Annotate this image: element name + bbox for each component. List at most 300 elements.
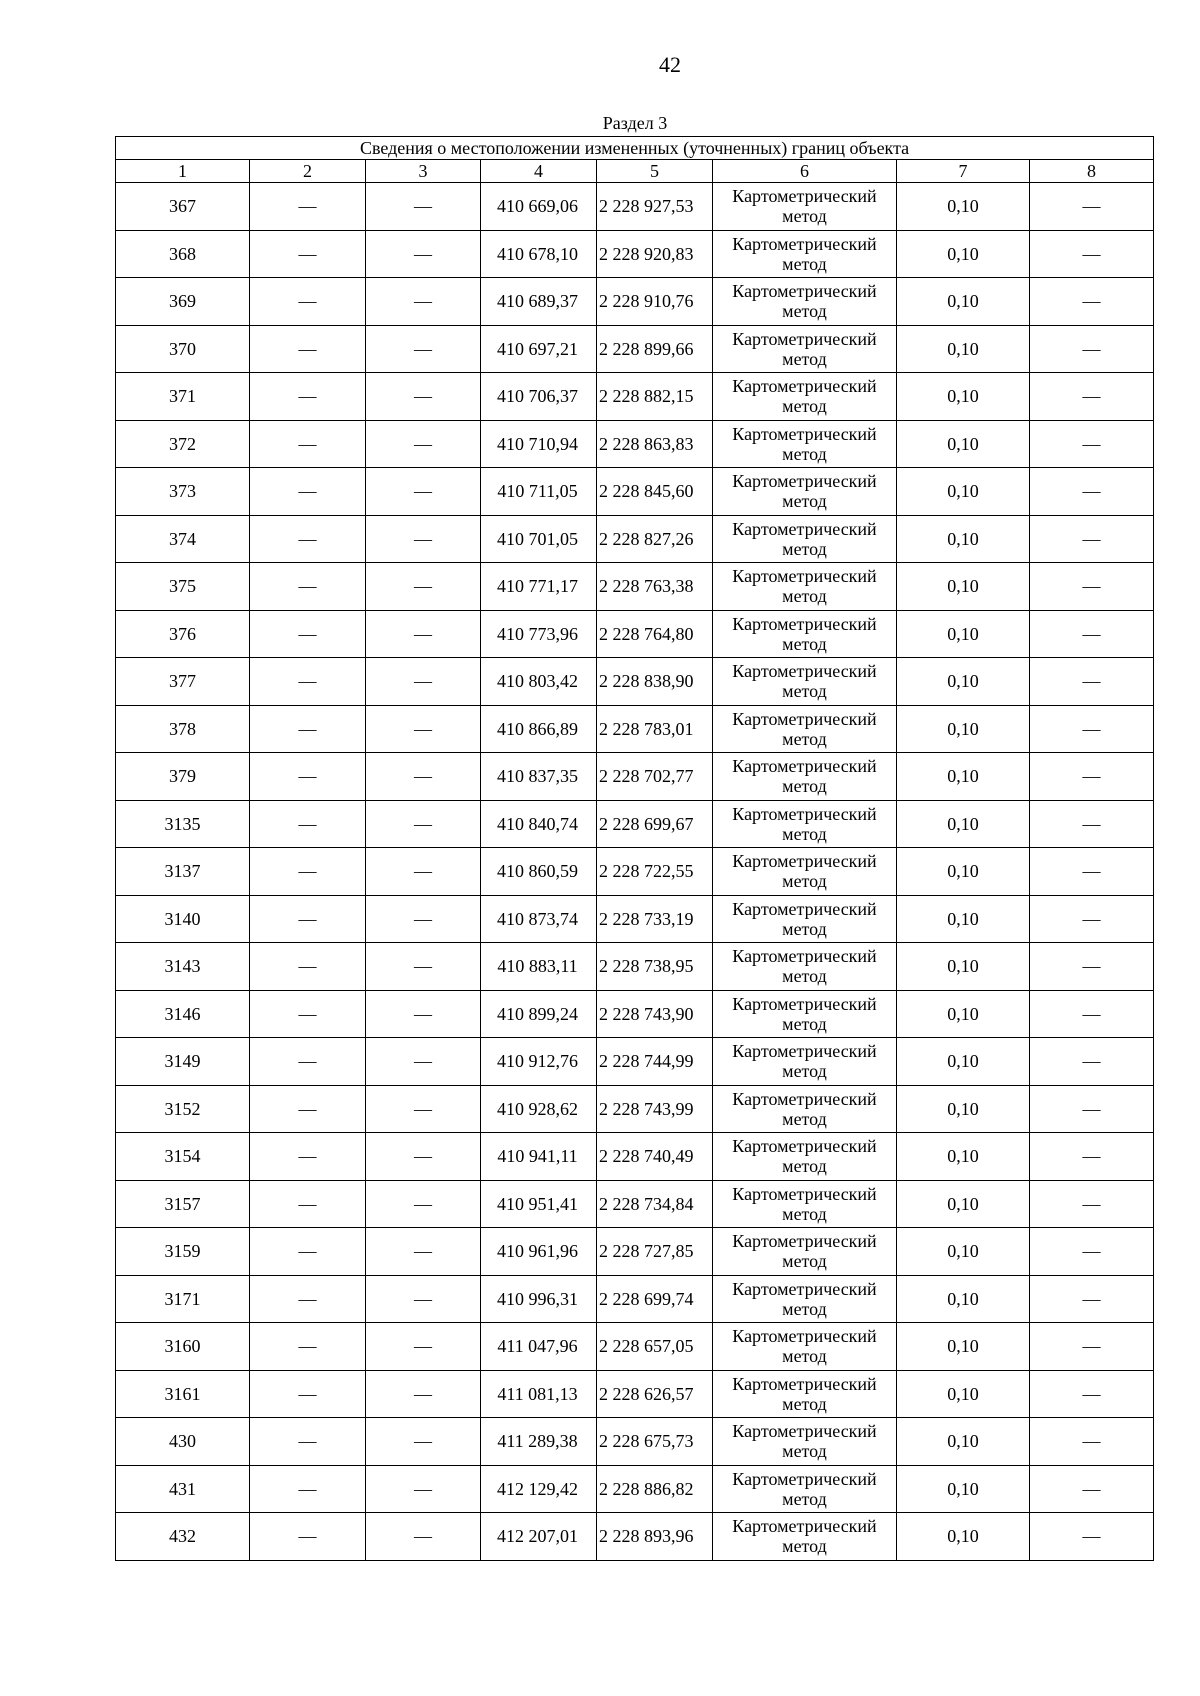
boundary-coordinates-table [115,136,1154,1561]
x-coordinate-cell: 410 706,37 [481,373,597,421]
method-line-1: Картометрический [732,186,877,207]
method-cell [713,1275,897,1323]
x-coordinate-cell: 410 837,35 [481,753,597,801]
column-2-cell: — [250,1085,366,1133]
accuracy-cell: 0,10 [897,1275,1030,1323]
method-line-1: Картометрический [732,946,877,967]
accuracy-cell: 0,10 [897,705,1030,753]
table-row [116,183,1154,231]
method-cell [713,1418,897,1466]
method-line-2: метод [782,823,827,844]
column-2-cell: — [250,325,366,373]
column-2-cell: — [250,515,366,563]
accuracy-cell: 0,10 [897,420,1030,468]
y-coordinate-cell: 2 228 743,90 [597,990,713,1038]
column-2-cell: — [250,1038,366,1086]
point-number-cell: 3135 [116,800,250,848]
method-line-2: метод [782,538,827,559]
y-coordinate-cell: 2 228 893,96 [597,1513,713,1561]
column-8-cell: — [1030,325,1154,373]
method-line-2: метод [782,633,827,654]
method-line-1: Картометрический [732,281,877,302]
table-row [116,1180,1154,1228]
column-8-cell: — [1030,278,1154,326]
column-8-cell: — [1030,705,1154,753]
column-2-cell: — [250,1465,366,1513]
column-8-cell: — [1030,848,1154,896]
x-coordinate-cell: 411 081,13 [481,1370,597,1418]
column-2-cell: — [250,658,366,706]
x-coordinate-cell: 410 912,76 [481,1038,597,1086]
column-8-cell: — [1030,373,1154,421]
point-number-cell: 3161 [116,1370,250,1418]
y-coordinate-cell: 2 228 675,73 [597,1418,713,1466]
method-line-2: метод [782,1298,827,1319]
method-line-1: Картометрический [732,1136,877,1157]
method-line-1: Картометрический [732,328,877,349]
table-row [116,1228,1154,1276]
column-2-cell: — [250,183,366,231]
y-coordinate-cell: 2 228 899,66 [597,325,713,373]
column-8-cell: — [1030,1370,1154,1418]
x-coordinate-cell: 410 951,41 [481,1180,597,1228]
method-line-1: Картометрический [732,423,877,444]
y-coordinate-cell: 2 228 783,01 [597,705,713,753]
column-3-cell: — [366,848,481,896]
column-3-cell: — [366,230,481,278]
x-coordinate-cell: 410 873,74 [481,895,597,943]
table-row [116,1275,1154,1323]
column-number: 6 [713,160,897,183]
point-number-cell: 3149 [116,1038,250,1086]
column-3-cell: — [366,1513,481,1561]
column-number: 1 [116,160,250,183]
point-number-cell: 373 [116,468,250,516]
y-coordinate-cell: 2 228 845,60 [597,468,713,516]
method-line-2: метод [782,1488,827,1509]
table-row [116,658,1154,706]
column-3-cell: — [366,610,481,658]
x-coordinate-cell: 410 689,37 [481,278,597,326]
column-number: 8 [1030,160,1154,183]
y-coordinate-cell: 2 228 699,67 [597,800,713,848]
column-8-cell: — [1030,1038,1154,1086]
column-8-cell: — [1030,990,1154,1038]
method-line-2: метод [782,301,827,322]
accuracy-cell: 0,10 [897,278,1030,326]
column-8-cell: — [1030,753,1154,801]
method-cell [713,1323,897,1371]
column-8-cell: — [1030,1323,1154,1371]
table-row [116,1513,1154,1561]
point-number-cell: 432 [116,1513,250,1561]
y-coordinate-cell: 2 228 657,05 [597,1323,713,1371]
column-2-cell: — [250,373,366,421]
x-coordinate-cell: 410 710,94 [481,420,597,468]
y-coordinate-cell: 2 228 764,80 [597,610,713,658]
accuracy-cell: 0,10 [897,183,1030,231]
method-line-2: метод [782,253,827,274]
method-line-2: метод [782,1393,827,1414]
column-2-cell: — [250,1180,366,1228]
column-8-cell: — [1030,1228,1154,1276]
x-coordinate-cell: 410 941,11 [481,1133,597,1181]
column-3-cell: — [366,943,481,991]
method-line-2: метод [782,918,827,939]
accuracy-cell: 0,10 [897,658,1030,706]
method-line-1: Картометрический [732,898,877,919]
accuracy-cell: 0,10 [897,230,1030,278]
table-body [116,137,1154,1561]
column-8-cell: — [1030,563,1154,611]
accuracy-cell: 0,10 [897,1513,1030,1561]
accuracy-cell: 0,10 [897,325,1030,373]
method-line-1: Картометрический [732,471,877,492]
point-number-cell: 3160 [116,1323,250,1371]
method-cell [713,1133,897,1181]
method-cell [713,1180,897,1228]
method-cell [713,563,897,611]
table-row [116,1370,1154,1418]
column-3-cell: — [366,658,481,706]
method-line-1: Картометрический [732,708,877,729]
accuracy-cell: 0,10 [897,1370,1030,1418]
table-row [116,895,1154,943]
column-number: 3 [366,160,481,183]
point-number-cell: 376 [116,610,250,658]
y-coordinate-cell: 2 228 743,99 [597,1085,713,1133]
column-number: 2 [250,160,366,183]
column-3-cell: — [366,990,481,1038]
x-coordinate-cell: 410 928,62 [481,1085,597,1133]
column-3-cell: — [366,1370,481,1418]
column-2-cell: — [250,753,366,801]
y-coordinate-cell: 2 228 910,76 [597,278,713,326]
column-3-cell: — [366,420,481,468]
accuracy-cell: 0,10 [897,990,1030,1038]
accuracy-cell: 0,10 [897,563,1030,611]
method-line-1: Картометрический [732,756,877,777]
column-3-cell: — [366,1275,481,1323]
point-number-cell: 370 [116,325,250,373]
y-coordinate-cell: 2 228 827,26 [597,515,713,563]
x-coordinate-cell: 410 883,11 [481,943,597,991]
x-coordinate-cell: 410 961,96 [481,1228,597,1276]
x-coordinate-cell: 410 697,21 [481,325,597,373]
column-2-cell: — [250,943,366,991]
column-3-cell: — [366,753,481,801]
x-coordinate-cell: 410 996,31 [481,1275,597,1323]
column-3-cell: — [366,1418,481,1466]
point-number-cell: 379 [116,753,250,801]
column-8-cell: — [1030,1085,1154,1133]
method-line-2: метод [782,396,827,417]
method-cell [713,515,897,563]
method-line-2: метод [782,966,827,987]
method-line-2: метод [782,1013,827,1034]
accuracy-cell: 0,10 [897,800,1030,848]
method-line-2: метод [782,681,827,702]
column-3-cell: — [366,1323,481,1371]
method-line-2: метод [782,1536,827,1557]
table-row [116,1038,1154,1086]
method-cell [713,1085,897,1133]
column-2-cell: — [250,1133,366,1181]
method-line-1: Картометрический [732,233,877,254]
method-line-2: метод [782,1108,827,1129]
accuracy-cell: 0,10 [897,468,1030,516]
column-3-cell: — [366,515,481,563]
method-cell [713,373,897,421]
table-row [116,848,1154,896]
y-coordinate-cell: 2 228 744,99 [597,1038,713,1086]
method-line-2: метод [782,206,827,227]
y-coordinate-cell: 2 228 920,83 [597,230,713,278]
y-coordinate-cell: 2 228 734,84 [597,1180,713,1228]
column-2-cell: — [250,230,366,278]
y-coordinate-cell: 2 228 863,83 [597,420,713,468]
method-line-1: Картометрический [732,1183,877,1204]
y-coordinate-cell: 2 228 626,57 [597,1370,713,1418]
column-8-cell: — [1030,230,1154,278]
accuracy-cell: 0,10 [897,1465,1030,1513]
y-coordinate-cell: 2 228 838,90 [597,658,713,706]
table-row [116,705,1154,753]
y-coordinate-cell: 2 228 927,53 [597,183,713,231]
column-3-cell: — [366,895,481,943]
table-caption: Сведения о местоположении измененных (уточненных) границ объекта [116,137,1154,160]
table-row [116,278,1154,326]
method-line-1: Картометрический [732,376,877,397]
y-coordinate-cell: 2 228 738,95 [597,943,713,991]
x-coordinate-cell: 410 711,05 [481,468,597,516]
column-8-cell: — [1030,1418,1154,1466]
method-cell [713,1038,897,1086]
table-row [116,468,1154,516]
method-line-2: метод [782,871,827,892]
column-2-cell: — [250,990,366,1038]
method-line-1: Картометрический [732,1373,877,1394]
column-8-cell: — [1030,658,1154,706]
column-8-cell: — [1030,1180,1154,1228]
method-line-1: Картометрический [732,1468,877,1489]
point-number-cell: 367 [116,183,250,231]
table-row [116,515,1154,563]
column-2-cell: — [250,1228,366,1276]
column-2-cell: — [250,468,366,516]
x-coordinate-cell: 410 899,24 [481,990,597,1038]
accuracy-cell: 0,10 [897,1133,1030,1181]
column-number: 4 [481,160,597,183]
x-coordinate-cell: 410 840,74 [481,800,597,848]
method-cell [713,848,897,896]
column-number: 7 [897,160,1030,183]
column-2-cell: — [250,1370,366,1418]
column-8-cell: — [1030,183,1154,231]
column-2-cell: — [250,800,366,848]
column-number: 5 [597,160,713,183]
column-3-cell: — [366,468,481,516]
x-coordinate-cell: 410 669,06 [481,183,597,231]
accuracy-cell: 0,10 [897,373,1030,421]
method-line-2: метод [782,443,827,464]
table-row [116,1465,1154,1513]
y-coordinate-cell: 2 228 740,49 [597,1133,713,1181]
method-cell [713,325,897,373]
method-cell [713,658,897,706]
accuracy-cell: 0,10 [897,1038,1030,1086]
accuracy-cell: 0,10 [897,610,1030,658]
table-row [116,420,1154,468]
column-3-cell: — [366,373,481,421]
method-line-1: Картометрический [732,566,877,587]
column-2-cell: — [250,1323,366,1371]
table-row [116,1085,1154,1133]
column-8-cell: — [1030,1465,1154,1513]
point-number-cell: 430 [116,1418,250,1466]
x-coordinate-cell: 410 773,96 [481,610,597,658]
point-number-cell: 3152 [116,1085,250,1133]
method-cell [713,468,897,516]
table-row [116,230,1154,278]
column-8-cell: — [1030,895,1154,943]
method-line-2: метод [782,776,827,797]
accuracy-cell: 0,10 [897,1180,1030,1228]
column-8-cell: — [1030,610,1154,658]
accuracy-cell: 0,10 [897,848,1030,896]
section-title: Раздел 3 [602,113,668,133]
point-number-cell: 3143 [116,943,250,991]
method-line-2: метод [782,348,827,369]
column-3-cell: — [366,183,481,231]
method-line-1: Картометрический [732,993,877,1014]
method-cell [713,183,897,231]
point-number-cell: 3146 [116,990,250,1038]
point-number-cell: 368 [116,230,250,278]
accuracy-cell: 0,10 [897,1323,1030,1371]
method-line-1: Картометрический [732,1326,877,1347]
method-cell [713,895,897,943]
x-coordinate-cell: 411 289,38 [481,1418,597,1466]
method-cell [713,420,897,468]
table-row [116,610,1154,658]
method-line-2: метод [782,728,827,749]
column-2-cell: — [250,420,366,468]
method-line-2: метод [782,491,827,512]
x-coordinate-cell: 410 866,89 [481,705,597,753]
table-row [116,753,1154,801]
column-8-cell: — [1030,800,1154,848]
y-coordinate-cell: 2 228 886,82 [597,1465,713,1513]
method-line-1: Картометрический [732,518,877,539]
y-coordinate-cell: 2 228 699,74 [597,1275,713,1323]
column-2-cell: — [250,563,366,611]
method-line-1: Картометрический [732,851,877,872]
point-number-cell: 372 [116,420,250,468]
y-coordinate-cell: 2 228 733,19 [597,895,713,943]
method-line-2: метод [782,586,827,607]
method-line-1: Картометрический [732,1088,877,1109]
accuracy-cell: 0,10 [897,895,1030,943]
table-row [116,563,1154,611]
y-coordinate-cell: 2 228 763,38 [597,563,713,611]
method-cell [713,610,897,658]
column-3-cell: — [366,705,481,753]
accuracy-cell: 0,10 [897,753,1030,801]
method-line-1: Картометрический [732,803,877,824]
table-row [116,943,1154,991]
point-number-cell: 3171 [116,1275,250,1323]
table-row [116,325,1154,373]
y-coordinate-cell: 2 228 702,77 [597,753,713,801]
column-8-cell: — [1030,515,1154,563]
page-number: 42 [659,52,681,77]
method-line-1: Картометрический [732,1041,877,1062]
point-number-cell: 431 [116,1465,250,1513]
x-coordinate-cell: 410 860,59 [481,848,597,896]
column-3-cell: — [366,278,481,326]
column-3-cell: — [366,1180,481,1228]
method-cell [713,705,897,753]
column-8-cell: — [1030,943,1154,991]
point-number-cell: 374 [116,515,250,563]
point-number-cell: 3137 [116,848,250,896]
method-cell [713,753,897,801]
point-number-cell: 3157 [116,1180,250,1228]
point-number-cell: 3140 [116,895,250,943]
y-coordinate-cell: 2 228 722,55 [597,848,713,896]
y-coordinate-cell: 2 228 727,85 [597,1228,713,1276]
column-3-cell: — [366,1038,481,1086]
point-number-cell: 375 [116,563,250,611]
column-number-row [116,160,1154,183]
method-line-1: Картометрический [732,613,877,634]
point-number-cell: 3159 [116,1228,250,1276]
column-3-cell: — [366,1133,481,1181]
method-line-1: Картометрический [732,1231,877,1252]
table-row [116,800,1154,848]
column-8-cell: — [1030,468,1154,516]
column-8-cell: — [1030,1133,1154,1181]
column-2-cell: — [250,278,366,326]
method-line-2: метод [782,1441,827,1462]
method-line-1: Картометрический [732,1421,877,1442]
column-8-cell: — [1030,1513,1154,1561]
accuracy-cell: 0,10 [897,515,1030,563]
method-cell [713,230,897,278]
method-cell [713,800,897,848]
x-coordinate-cell: 410 701,05 [481,515,597,563]
column-3-cell: — [366,325,481,373]
x-coordinate-cell: 410 803,42 [481,658,597,706]
column-8-cell: — [1030,1275,1154,1323]
table-row [116,373,1154,421]
point-number-cell: 369 [116,278,250,326]
point-number-cell: 371 [116,373,250,421]
accuracy-cell: 0,10 [897,1228,1030,1276]
table-row [116,1323,1154,1371]
method-line-2: метод [782,1203,827,1224]
table-caption-row [116,137,1154,160]
table-row [116,1418,1154,1466]
column-3-cell: — [366,1228,481,1276]
table-row [116,1133,1154,1181]
x-coordinate-cell: 411 047,96 [481,1323,597,1371]
method-cell [713,1370,897,1418]
y-coordinate-cell: 2 228 882,15 [597,373,713,421]
x-coordinate-cell: 412 207,01 [481,1513,597,1561]
column-2-cell: — [250,1418,366,1466]
